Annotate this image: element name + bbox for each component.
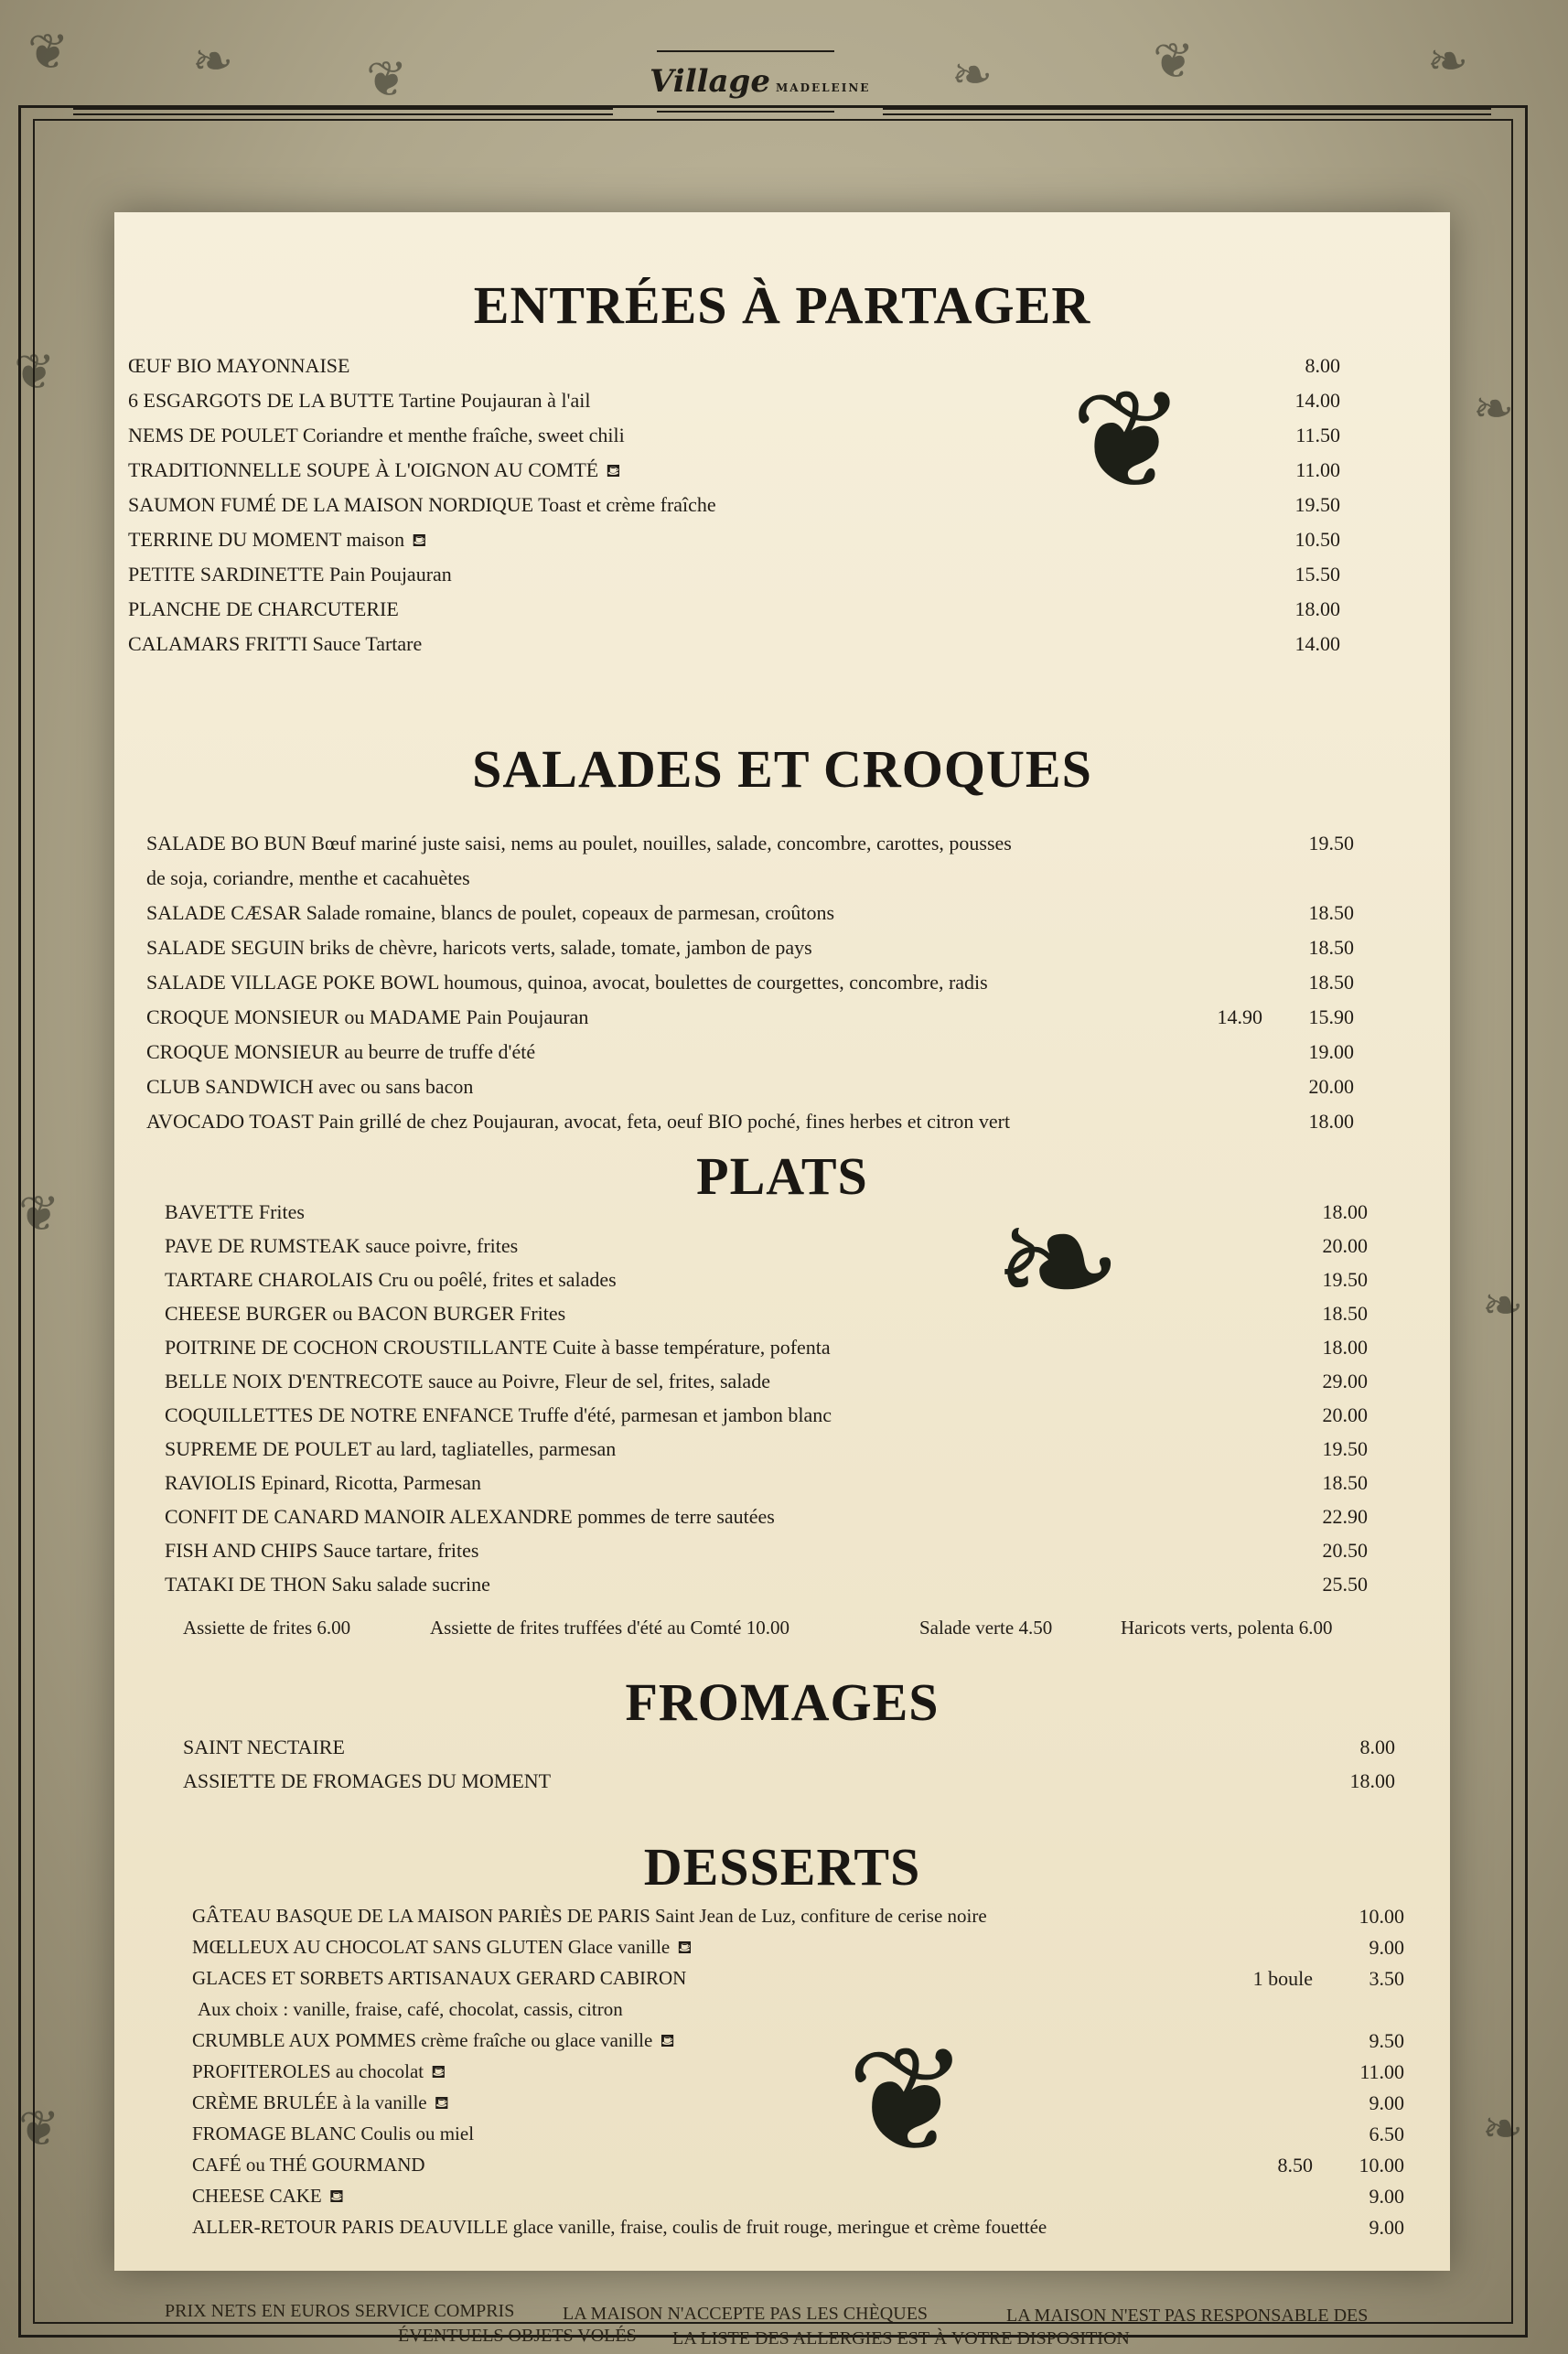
- menu-item-name: MŒLLEUX AU CHOCOLAT SANS GLUTEN Glace vanille ⛾: [192, 1936, 693, 1958]
- menu-item-description: Aux choix : vanille, fraise, café, chocolat, cassis, citron: [198, 1998, 623, 2020]
- menu-item-name: TARTARE CHAROLAIS Cru ou poêlé, frites et salades: [165, 1268, 617, 1291]
- menu-item-name: PROFITEROLES au chocolat ⛾: [192, 2060, 446, 2082]
- menu-item-name: CONFIT DE CANARD MANOIR ALEXANDRE pommes de terre sautées: [165, 1505, 775, 1528]
- leaf-icon: ❦: [1153, 32, 1195, 90]
- menu-item-price: 6.50: [1369, 2123, 1404, 2145]
- menu-sheet: [114, 212, 1450, 2271]
- menu-item-price: 10.00: [1359, 1905, 1404, 1928]
- menu-item-price: 14.00: [1294, 389, 1340, 412]
- menu-item-name: TERRINE DU MOMENT maison ⛾: [128, 528, 427, 551]
- menu-item-price: 9.00: [1369, 1936, 1404, 1959]
- menu-item-price: 29.00: [1322, 1370, 1368, 1392]
- menu-item-name: PETITE SARDINETTE Pain Poujauran: [128, 563, 452, 586]
- menu-item-price: 9.50: [1369, 2029, 1404, 2052]
- menu-item-price: 18.00: [1294, 597, 1340, 620]
- menu-item-price: 19.50: [1322, 1268, 1368, 1291]
- menu-item-name: PLANCHE DE CHARCUTERIE: [128, 597, 399, 620]
- menu-item-price-alt: 1 boule: [1252, 1967, 1313, 1990]
- menu-item-description: de soja, coriandre, menthe et cacahuètes: [146, 866, 470, 889]
- menu-item-name: SALADE VILLAGE POKE BOWL houmous, quinoa, avocat, boulettes de courgettes, concombre, radis: [146, 971, 988, 994]
- menu-item-price: 11.50: [1295, 424, 1340, 446]
- section-title-fromages: FROMAGES: [625, 1672, 940, 1732]
- menu-item-price: 18.50: [1322, 1302, 1368, 1325]
- menu-item-name: SALADE BO BUN Bœuf mariné juste saisi, nems au poulet, nouilles, salade, concombre, carottes, pousses: [146, 832, 1012, 855]
- chef-hat-icon: ⛾: [606, 459, 621, 481]
- leaf-icon: ❦: [27, 23, 70, 81]
- menu-item-name: TRADITIONNELLE SOUPE À L'OIGNON AU COMTÉ ⛾: [128, 458, 621, 481]
- menu-item-name: COQUILLETTES DE NOTRE ENFANCE Truffe d'été, parmesan et jambon blanc: [165, 1403, 832, 1426]
- chef-hat-icon: ⛾: [328, 2185, 345, 2207]
- leaf-icon: ❧: [1427, 32, 1469, 90]
- menu-item-name: BELLE NOIX D'ENTRECOTE sauce au Poivre, Fleur de sel, frites, salade: [165, 1370, 770, 1392]
- menu-item-price: 19.50: [1322, 1437, 1368, 1460]
- menu-item-name: SALADE CÆSAR Salade romaine, blancs de poulet, copeaux de parmesan, croûtons: [146, 901, 835, 924]
- menu-item-name: GÂTEAU BASQUE DE LA MAISON PARIÈS DE PARIS Saint Jean de Luz, confiture de cerise noire: [192, 1905, 987, 1927]
- side-dish: Assiette de frites 6.00: [183, 1617, 351, 1639]
- menu-item-name: SALADE SEGUIN briks de chèvre, haricots verts, salade, tomate, jambon de pays: [146, 936, 812, 959]
- menu-item-price: 22.90: [1322, 1505, 1368, 1528]
- menu-item-price: 18.50: [1322, 1471, 1368, 1494]
- menu-item-name: SUPREME DE POULET au lard, tagliatelles, parmesan: [165, 1437, 617, 1460]
- menu-item-name: NEMS DE POULET Coriandre et menthe fraîche, sweet chili: [128, 424, 625, 446]
- leaf-icon: ❦: [366, 50, 408, 108]
- menu-item-price: 18.00: [1349, 1769, 1395, 1792]
- menu-item-name: CRÈME BRULÉE à la vanille ⛾: [192, 2091, 449, 2113]
- menu-item-name: 6 ESGARGOTS DE LA BUTTE Tartine Poujauran à l'ail: [128, 389, 591, 412]
- menu-item-name: ALLER-RETOUR PARIS DEAUVILLE glace vanille, fraise, coulis de fruit rouge, meringue et crème fouettée: [192, 2216, 1047, 2238]
- menu-item-name: CRUMBLE AUX POMMES crème fraîche ou glace vanille ⛾: [192, 2029, 675, 2051]
- footer-liability-note: LA MAISON N'EST PAS RESPONSABLE DES: [1006, 2306, 1369, 2326]
- menu-item-price: 14.00: [1294, 632, 1340, 655]
- leaf-icon: ❦: [18, 2100, 60, 2157]
- menu-item-price: 18.50: [1308, 901, 1354, 924]
- menu-item-price: 20.00: [1322, 1234, 1368, 1257]
- menu-item-price: 18.00: [1322, 1200, 1368, 1223]
- chef-hat-icon: ⛾: [412, 529, 427, 551]
- menu-item-price-alt: 8.50: [1277, 2154, 1313, 2177]
- leaf-icon: ❧: [1473, 380, 1515, 437]
- logo-name: Village: [650, 63, 770, 100]
- side-dish: Salade verte 4.50: [919, 1617, 1053, 1639]
- section-title-salades: SALADES ET CROQUES: [472, 739, 1092, 799]
- chef-hat-icon: ⛾: [677, 1936, 693, 1958]
- menu-item-price: 10.50: [1294, 528, 1340, 551]
- menu-item-name: FROMAGE BLANC Coulis ou miel: [192, 2123, 475, 2144]
- menu-item-name: CLUB SANDWICH avec ou sans bacon: [146, 1075, 474, 1098]
- menu-item-name: CHEESE BURGER ou BACON BURGER Frites: [165, 1302, 566, 1325]
- logo-tag: MADELEINE: [775, 81, 871, 94]
- menu-item-price: 19.50: [1308, 832, 1354, 855]
- menu-item-name: PAVE DE RUMSTEAK sauce poivre, frites: [165, 1234, 519, 1257]
- ivy-illustration: ❦: [1070, 361, 1186, 521]
- menu-item-price: 15.50: [1294, 563, 1340, 586]
- leaf-icon: ❧: [951, 46, 993, 103]
- menu-item-name: CAFÉ ou THÉ GOURMAND: [192, 2154, 425, 2176]
- menu-item-name: CHEESE CAKE ⛾: [192, 2185, 345, 2207]
- menu-item-name: TATAKI DE THON Saku salade sucrine: [165, 1573, 490, 1596]
- menu-item-price: 19.50: [1294, 493, 1340, 516]
- menu-item-name: GLACES ET SORBETS ARTISANAUX GERARD CABIRON: [192, 1967, 687, 1989]
- menu-item-price-alt: 14.90: [1217, 1005, 1262, 1028]
- menu-item-name: ASSIETTE DE FROMAGES DU MOMENT: [183, 1769, 552, 1792]
- menu-item-price: 18.50: [1308, 971, 1354, 994]
- footer-stolen-note: ÉVENTUELS OBJETS VOLÉS: [398, 2326, 637, 2346]
- menu-item-name: AVOCADO TOAST Pain grillé de chez Poujauran, avocat, feta, oeuf BIO poché, fines herbes et citron vert: [146, 1110, 1011, 1133]
- ivy-illustration: ❦: [846, 2015, 970, 2186]
- footer-cheques-note: LA MAISON N'ACCEPTE PAS LES CHÈQUES: [563, 2304, 929, 2324]
- menu-item-name: RAVIOLIS Epinard, Ricotta, Parmesan: [165, 1471, 482, 1494]
- menu-item-name: BAVETTE Frites: [165, 1200, 305, 1223]
- menu-item-price: 9.00: [1369, 2091, 1404, 2114]
- leaf-icon: ❧: [1482, 1276, 1524, 1334]
- menu-item-price: 8.00: [1359, 1736, 1395, 1758]
- header-rule-right: [883, 108, 1491, 115]
- menu-item-name: SAINT NECTAIRE: [183, 1736, 345, 1758]
- section-title-plats: PLATS: [696, 1146, 868, 1206]
- menu-item-price: 20.50: [1322, 1539, 1368, 1562]
- leaf-icon: ❧: [192, 32, 234, 90]
- menu-item-price: 18.50: [1308, 936, 1354, 959]
- restaurant-logo: [650, 50, 871, 151]
- menu-item-name: FISH AND CHIPS Sauce tartare, frites: [165, 1539, 479, 1562]
- menu-item-name: SAUMON FUMÉ DE LA MAISON NORDIQUE Toast et crème fraîche: [128, 493, 716, 516]
- menu-item-price: 18.00: [1322, 1336, 1368, 1359]
- chef-hat-icon: ⛾: [434, 2091, 449, 2113]
- menu-item-price: 25.50: [1322, 1573, 1368, 1596]
- menu-item-price: 20.00: [1322, 1403, 1368, 1426]
- section-title-entrees: ENTRÉES À PARTAGER: [473, 275, 1091, 335]
- menu-item-price: 11.00: [1359, 2060, 1404, 2083]
- menu-item-price: 19.00: [1308, 1040, 1354, 1063]
- leaf-icon: ❦: [14, 343, 56, 401]
- menu-item-price: 20.00: [1308, 1075, 1354, 1098]
- menu-item-name: CROQUE MONSIEUR ou MADAME Pain Poujauran: [146, 1005, 589, 1028]
- side-dish: Haricots verts, polenta 6.00: [1121, 1617, 1333, 1639]
- footer-prices-note: PRIX NETS EN EUROS SERVICE COMPRIS: [165, 2301, 515, 2321]
- menu-item-name: CALAMARS FRITTI Sauce Tartare: [128, 632, 423, 655]
- menu-item-price: 11.00: [1295, 458, 1340, 481]
- leaf-icon: ❦: [18, 1185, 60, 1242]
- side-dish: Assiette de frites truffées d'été au Comté 10.00: [430, 1617, 789, 1639]
- menu-item-price: 9.00: [1369, 2216, 1404, 2239]
- ivy-illustration: ❧: [993, 1172, 1123, 1353]
- menu-item-price: 18.00: [1308, 1110, 1354, 1133]
- header-rule-left: [73, 108, 613, 115]
- menu-item-price: 9.00: [1369, 2185, 1404, 2208]
- chef-hat-icon: ⛾: [660, 2029, 675, 2051]
- menu-item-name: ŒUF BIO MAYONNAISE: [128, 354, 350, 377]
- section-title-desserts: DESSERTS: [643, 1837, 921, 1897]
- leaf-icon: ❧: [1482, 2100, 1524, 2157]
- menu-item-price: 10.00: [1359, 2154, 1404, 2177]
- menu-item-price: 15.90: [1308, 1005, 1354, 1028]
- menu-item-price: 8.00: [1305, 354, 1340, 377]
- menu-item-name: CROQUE MONSIEUR au beurre de truffe d'été: [146, 1040, 536, 1063]
- footer-allergy-note: LA LISTE DES ALLERGIES EST À VOTRE DISPOSITION: [672, 2328, 1130, 2349]
- menu-item-price: 3.50: [1369, 1967, 1404, 1990]
- menu-item-name: POITRINE DE COCHON CROUSTILLANTE Cuite à basse température, pofenta: [165, 1336, 831, 1359]
- chef-hat-icon: ⛾: [431, 2060, 446, 2082]
